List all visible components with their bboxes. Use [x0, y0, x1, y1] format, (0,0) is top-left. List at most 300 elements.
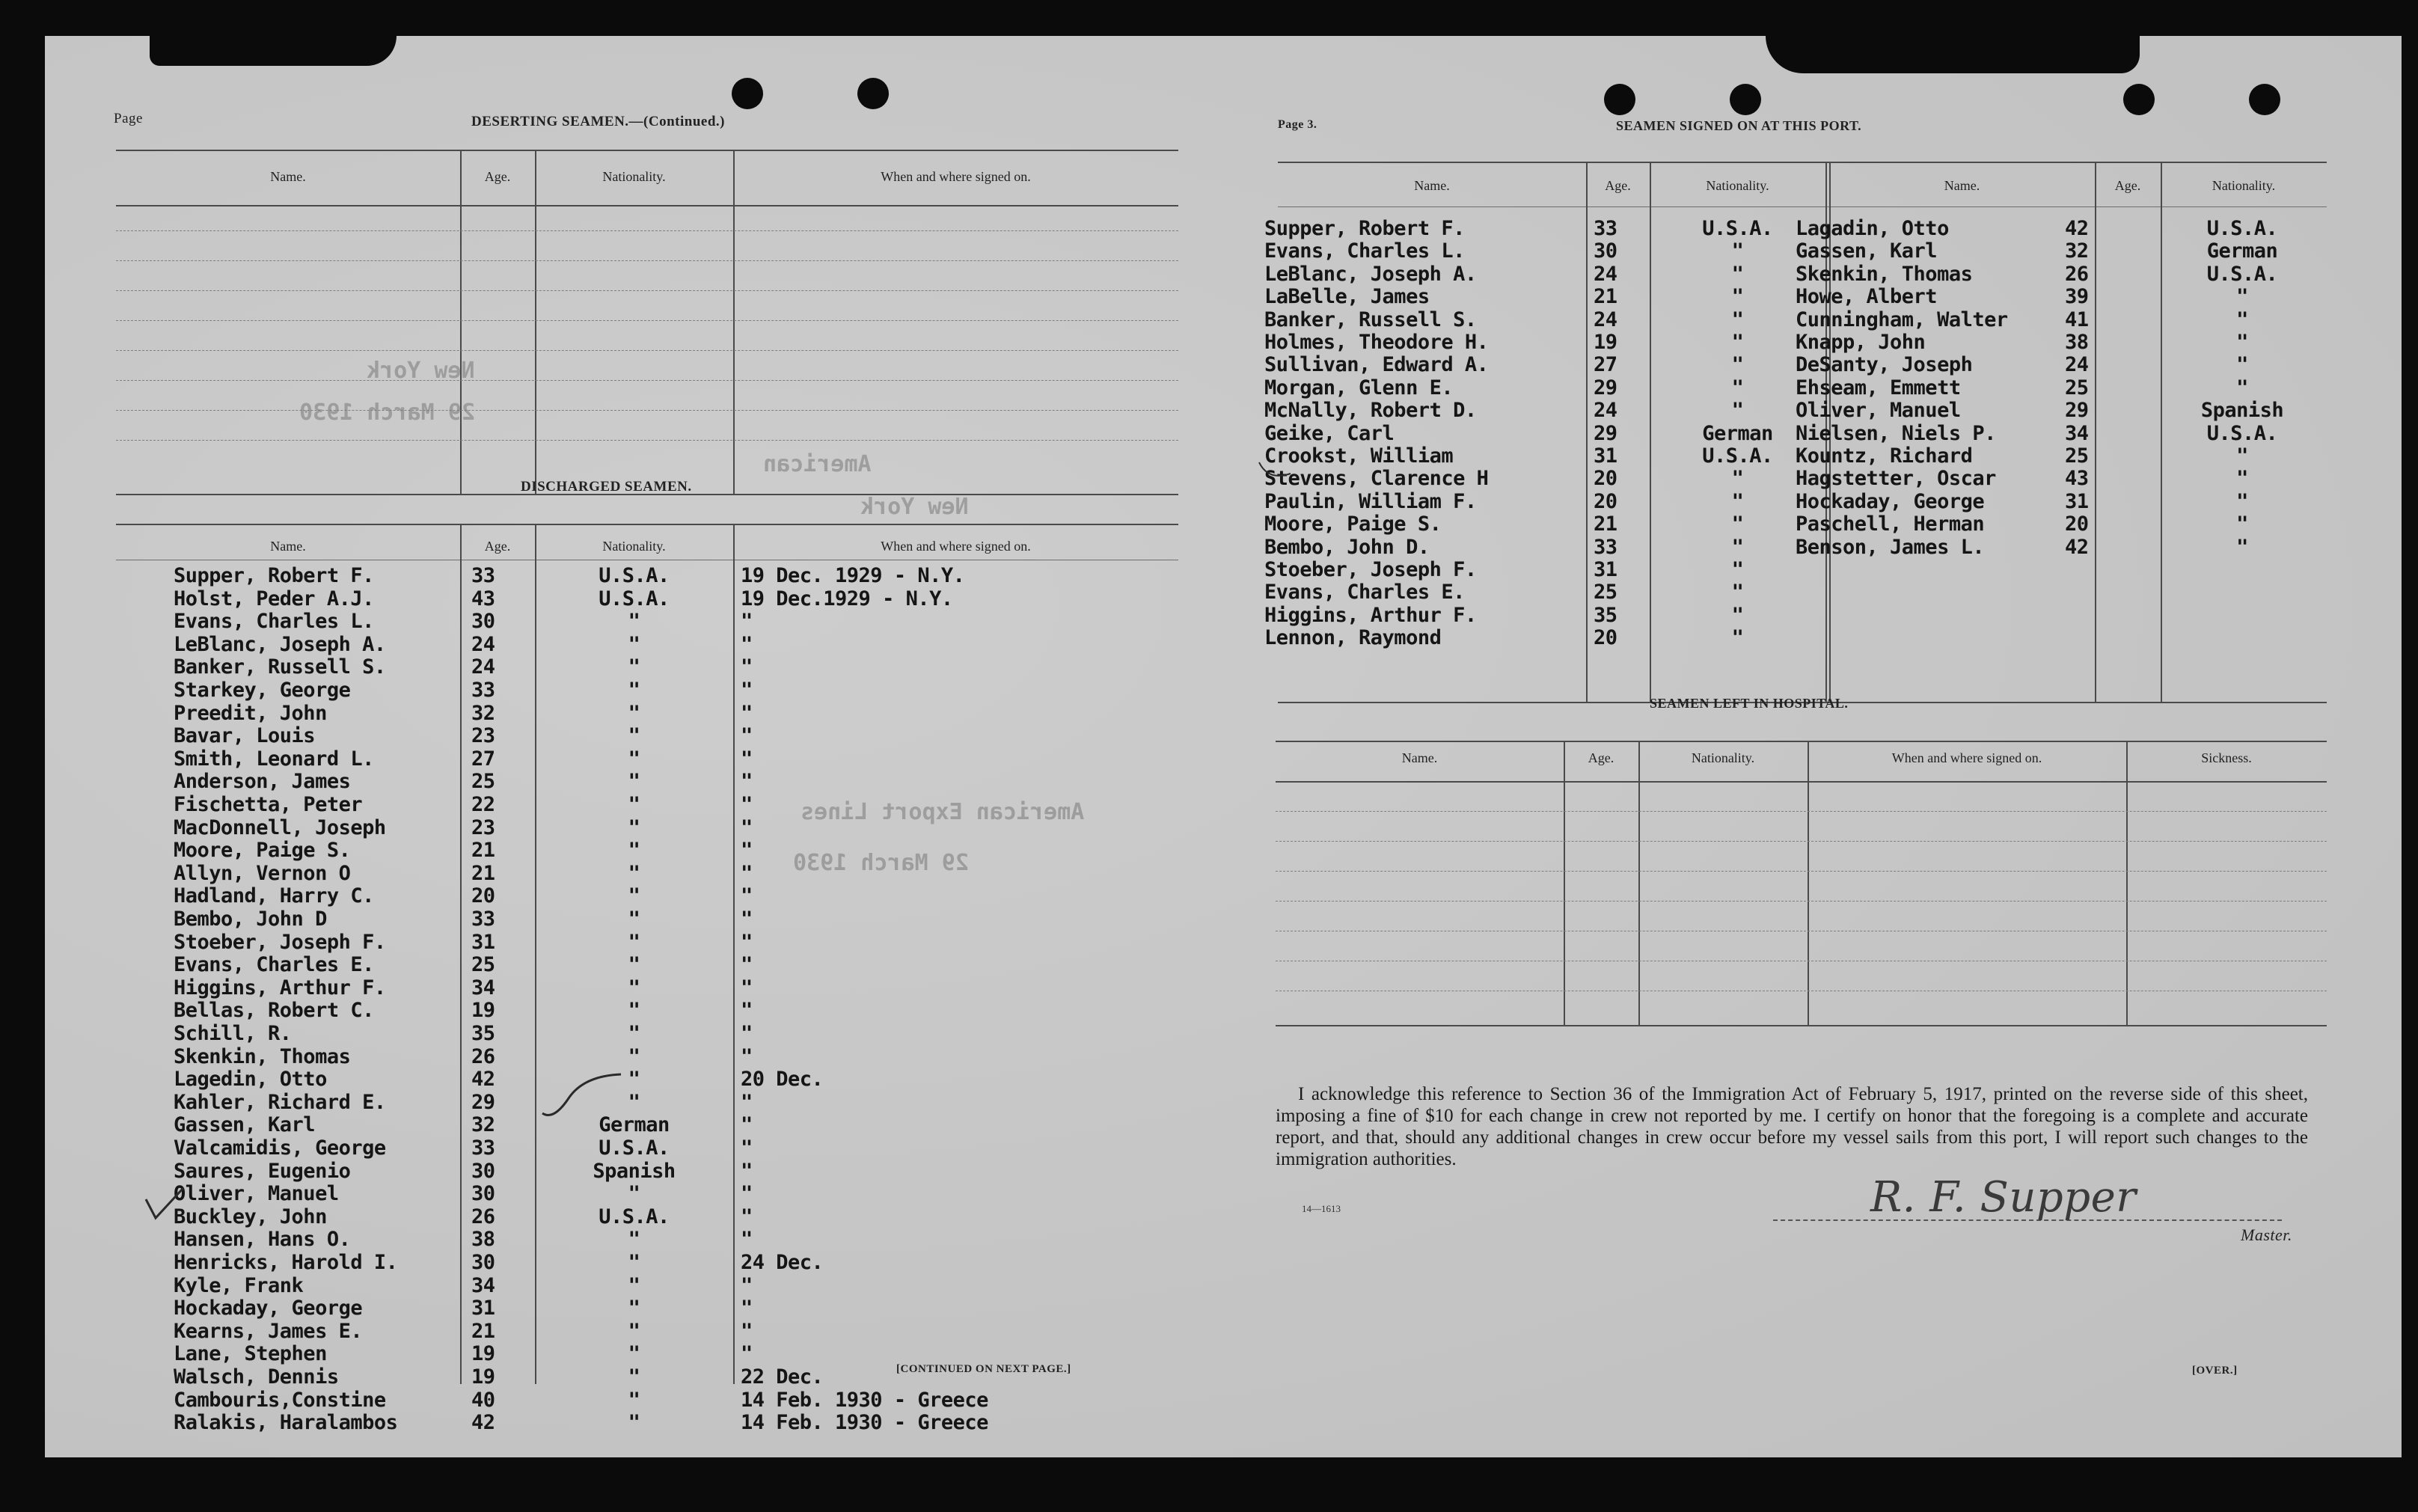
deserting-top-rule: [116, 150, 1178, 151]
cell-age: 26: [471, 1205, 495, 1228]
punch-hole-6: [2249, 84, 2280, 115]
cell-age: 27: [1594, 353, 1617, 377]
cell-age: 24: [471, 632, 495, 656]
hospital-line: [1276, 901, 2327, 902]
cell-age: 43: [2065, 467, 2089, 491]
cell-age: 32: [471, 701, 495, 725]
ghost-stamp-6: 29 March 1930: [793, 850, 969, 876]
cell-nationality: ": [1731, 626, 1744, 650]
cell-name: Howe, Albert: [1796, 285, 1938, 309]
cell-nationality: ": [628, 839, 640, 863]
cell-nationality: ": [2236, 285, 2248, 309]
torn-edge-left: [150, 36, 397, 66]
cell-nationality: ": [628, 884, 640, 908]
hospital-header-rule: [1276, 781, 2327, 783]
cell-age: 25: [471, 953, 495, 977]
cell-nationality: ": [628, 1228, 640, 1252]
cell-nationality: ": [628, 953, 640, 977]
cell-signed-on: ": [741, 679, 753, 702]
cell-nationality: ": [628, 1411, 640, 1435]
cell-signed-on: ": [741, 1182, 753, 1206]
cell-name: Kearns, James E.: [174, 1319, 363, 1343]
cell-signed-on: ": [741, 655, 753, 679]
over-label: [OVER.]: [2192, 1365, 2238, 1377]
cell-name: Hagstetter, Oscar: [1796, 467, 1996, 491]
cell-nationality: ": [628, 1044, 640, 1068]
cell-signed-on: ": [741, 1022, 753, 1045]
form-number: 14—1613: [1302, 1203, 1341, 1214]
hospital-col-rule-2: [1638, 741, 1640, 1025]
hospital-title: SEAMEN LEFT IN HOSPITAL.: [1650, 696, 1849, 711]
cell-name: LeBlanc, Joseph A.: [174, 632, 386, 656]
cell-name: Nielsen, Niels P.: [1796, 421, 1996, 445]
cell-age: 20: [1594, 467, 1617, 491]
cell-signed-on: ": [741, 907, 753, 931]
signed-on-top-rule: [1278, 162, 2327, 163]
cell-nationality: ": [2236, 353, 2248, 377]
cell-name: Oliver, Manuel: [174, 1182, 339, 1206]
cell-name: McNally, Robert D.: [1264, 399, 1477, 423]
cell-name: Bembo, John D: [174, 907, 327, 931]
hospital-header-nationality: Nationality.: [1691, 750, 1755, 765]
signed-header-name-b: Name.: [1944, 178, 1980, 193]
cell-nationality: ": [1731, 581, 1744, 605]
cell-name: Hockaday, George: [1796, 489, 1985, 513]
cell-age: 20: [2065, 512, 2089, 536]
cell-nationality: ": [628, 999, 640, 1023]
cell-name: Stoeber, Joseph F.: [174, 930, 386, 954]
discharged-top-rule: [116, 524, 1178, 525]
ghost-stamp-5: American Export Lines: [801, 799, 1085, 825]
cell-name: Knapp, John: [1796, 331, 1926, 354]
cell-age: 30: [471, 1159, 495, 1183]
cell-age: 29: [1594, 376, 1617, 400]
cell-age: 31: [2065, 489, 2089, 513]
cell-name: Crookst, William: [1264, 444, 1454, 468]
deserting-line: [116, 260, 1178, 261]
discharged-header-nationality: Nationality.: [602, 539, 666, 554]
cell-age: 19: [1594, 331, 1617, 354]
cell-name: Anderson, James: [174, 770, 351, 794]
cell-age: 24: [1594, 399, 1617, 423]
cell-signed-on: 19 Dec. 1929 - N.Y.: [741, 564, 965, 587]
cell-age: 25: [1594, 581, 1617, 605]
cell-name: Morgan, Glenn E.: [1264, 376, 1454, 400]
cell-age: 24: [1594, 307, 1617, 331]
cell-signed-on: ": [741, 1342, 753, 1366]
cell-name: Higgins, Arthur F.: [174, 976, 386, 1000]
cell-signed-on: ": [741, 1136, 753, 1160]
deserting-line: [116, 380, 1178, 381]
cell-signed-on: ": [741, 724, 753, 748]
deserting-line: [116, 440, 1178, 441]
cell-signed-on: 14 Feb. 1930 - Greece: [741, 1388, 988, 1412]
cell-nationality: ": [628, 1365, 640, 1389]
cell-name: Gassen, Karl: [1796, 239, 1938, 263]
cell-nationality: ": [1731, 535, 1744, 559]
cell-name: Moore, Paige S.: [174, 839, 351, 863]
cell-nationality: German: [599, 1113, 670, 1137]
cell-name: Evans, Charles E.: [174, 953, 374, 977]
cell-age: 30: [471, 1251, 495, 1274]
discharged-header-signed-on: When and where signed on.: [881, 539, 1031, 554]
cell-age: 38: [2065, 331, 2089, 354]
cell-age: 23: [471, 815, 495, 839]
check-mark-2: [142, 1184, 187, 1222]
cell-signed-on: ": [741, 1159, 753, 1183]
cell-age: 20: [471, 884, 495, 908]
cell-name: Supper, Robert F.: [1264, 217, 1465, 240]
cell-nationality: U.S.A.: [599, 564, 670, 587]
punch-hole-1: [732, 78, 763, 109]
cell-age: 24: [471, 655, 495, 679]
deserting-line: [116, 410, 1178, 411]
cell-age: 30: [471, 1182, 495, 1206]
cell-age: 20: [1594, 489, 1617, 513]
deserting-col-rule-1: [460, 150, 462, 494]
cell-nationality: Spanish: [593, 1159, 676, 1183]
check-mark-3: [1257, 455, 1294, 485]
cell-nationality: U.S.A.: [599, 1205, 670, 1228]
cell-name: Evans, Charles L.: [174, 610, 374, 634]
cell-signed-on: ": [741, 610, 753, 634]
signed-header-age-b: Age.: [2114, 178, 2141, 193]
cell-nationality: ": [628, 1388, 640, 1412]
cell-nationality: ": [628, 679, 640, 702]
hospital-header-age: Age.: [1588, 750, 1614, 765]
cell-name: Paschell, Herman: [1796, 512, 1985, 536]
cell-name: Lagadin, Otto: [1796, 217, 1949, 240]
cell-nationality: ": [1731, 489, 1744, 513]
cell-name: Lagedin, Otto: [174, 1068, 327, 1092]
cell-name: Kahler, Richard E.: [174, 1090, 386, 1114]
cell-nationality: ": [2236, 489, 2248, 513]
cell-signed-on: ": [741, 930, 753, 954]
cell-name: Benson, James L.: [1796, 535, 1985, 559]
cell-name: Preedit, John: [174, 701, 327, 725]
cell-name: Hansen, Hans O.: [174, 1228, 351, 1252]
cell-age: 26: [2065, 262, 2089, 286]
cell-age: 21: [471, 1319, 495, 1343]
cell-age: 39: [2065, 285, 2089, 309]
cell-nationality: ": [628, 632, 640, 656]
cell-signed-on: ": [741, 1319, 753, 1343]
cell-signed-on: ": [741, 999, 753, 1023]
deserting-header-nationality: Nationality.: [602, 169, 666, 184]
hospital-top-rule: [1276, 741, 2327, 742]
cell-nationality: ": [628, 930, 640, 954]
cell-name: Bavar, Louis: [174, 724, 316, 748]
cell-name: Evans, Charles L.: [1264, 239, 1465, 263]
cell-age: 24: [1594, 262, 1617, 286]
signed-header-age-a: Age.: [1605, 178, 1631, 193]
deserting-line: [116, 290, 1178, 291]
check-mark-1: [539, 1068, 628, 1121]
cell-age: 22: [471, 793, 495, 816]
cell-age: 20: [1594, 626, 1617, 650]
cell-nationality: ": [1731, 603, 1744, 627]
cell-signed-on: ": [741, 1113, 753, 1137]
cell-age: 19: [471, 999, 495, 1023]
cell-signed-on: ": [741, 1205, 753, 1228]
cell-nationality: ": [1731, 399, 1744, 423]
cell-age: 33: [1594, 535, 1617, 559]
cell-name: Saures, Eugenio: [174, 1159, 351, 1183]
cell-age: 21: [471, 839, 495, 863]
cell-nationality: U.S.A.: [2206, 217, 2278, 240]
cell-signed-on: ": [741, 1044, 753, 1068]
cell-name: LeBlanc, Joseph A.: [1264, 262, 1477, 286]
cell-name: DeSanty, Joseph: [1796, 353, 1973, 377]
deserting-header-name: Name.: [270, 169, 306, 184]
punch-hole-2: [857, 78, 889, 109]
cell-name: Ehseam, Emmett: [1796, 376, 1961, 400]
hospital-col-rule-3: [1808, 741, 1809, 1025]
cell-signed-on: ": [741, 747, 753, 771]
cell-age: 34: [471, 1273, 495, 1297]
document-sheet: [45, 36, 2402, 1457]
cell-signed-on: ": [741, 793, 753, 816]
cell-signed-on: ": [741, 839, 753, 863]
cell-nationality: ": [2236, 376, 2248, 400]
cell-age: 21: [1594, 512, 1617, 536]
cell-age: 30: [471, 610, 495, 634]
cell-nationality: German: [1702, 421, 1773, 445]
cell-age: 25: [471, 770, 495, 794]
cell-name: Stevens, Clarence H: [1264, 467, 1489, 491]
cell-nationality: U.S.A.: [2206, 421, 2278, 445]
cell-age: 40: [471, 1388, 495, 1412]
cell-name: Banker, Russell S.: [174, 655, 386, 679]
cell-nationality: ": [1731, 331, 1744, 354]
deserting-line: [116, 350, 1178, 351]
cell-age: 42: [471, 1068, 495, 1092]
cell-name: Banker, Russell S.: [1264, 307, 1477, 331]
ghost-stamp-1: New York: [367, 358, 475, 384]
deserting-line: [116, 320, 1178, 321]
cell-signed-on: ": [741, 976, 753, 1000]
signed-col-rule-1: [1586, 162, 1588, 702]
cell-signed-on: ": [741, 861, 753, 885]
cell-signed-on: 22 Dec.: [741, 1365, 824, 1389]
signed-header-nationality-a: Nationality.: [1706, 178, 1769, 193]
discharged-title: DISCHARGED SEAMEN.: [521, 479, 692, 495]
cell-name: Skenkin, Thomas: [174, 1044, 351, 1068]
master-label: Master.: [2241, 1225, 2292, 1244]
ghost-stamp-2: 29 March 1930: [299, 400, 475, 426]
signed-col-rule-6: [2161, 162, 2162, 702]
cell-name: Kountz, Richard: [1796, 444, 1973, 468]
punch-hole-5: [2123, 84, 2155, 115]
deserting-title: DESERTING SEAMEN.—(Continued.): [471, 114, 725, 129]
cell-name: Gassen, Karl: [174, 1113, 316, 1137]
hospital-line: [1276, 871, 2327, 872]
cell-age: 41: [2065, 307, 2089, 331]
cell-age: 43: [471, 587, 495, 610]
cell-nationality: ": [628, 815, 640, 839]
cell-nationality: ": [628, 1251, 640, 1274]
cell-nationality: ": [2236, 512, 2248, 536]
deserting-header-signed-on: When and where signed on.: [881, 169, 1031, 184]
cell-age: 21: [471, 861, 495, 885]
hospital-header-signed-on: When and where signed on.: [1891, 750, 2042, 765]
cell-name: Holmes, Theodore H.: [1264, 331, 1489, 354]
cell-nationality: ": [2236, 444, 2248, 468]
cell-nationality: ": [1731, 512, 1744, 536]
signed-col-rule-2: [1650, 162, 1651, 702]
cell-name: Kyle, Frank: [174, 1273, 304, 1297]
cell-nationality: ": [628, 1342, 640, 1366]
cell-age: 27: [471, 747, 495, 771]
cell-age: 34: [471, 976, 495, 1000]
cell-name: Hockaday, George: [174, 1297, 363, 1320]
signed-header-nationality-b: Nationality.: [2212, 178, 2276, 193]
cell-age: 35: [471, 1022, 495, 1045]
cell-nationality: ": [1731, 467, 1744, 491]
cell-nationality: Spanish: [2200, 399, 2284, 423]
cell-name: LaBelle, James: [1264, 285, 1430, 309]
cell-age: 19: [471, 1342, 495, 1366]
hospital-col-rule-4: [2126, 741, 2128, 1025]
cell-age: 19: [471, 1365, 495, 1389]
cell-name: Evans, Charles E.: [1264, 581, 1465, 605]
cell-age: 29: [1594, 421, 1617, 445]
cell-nationality: ": [1731, 353, 1744, 377]
cell-nationality: ": [2236, 467, 2248, 491]
deserting-header-rule: [116, 205, 1178, 206]
cell-name: Henricks, Harold I.: [174, 1251, 398, 1274]
cell-nationality: ": [2236, 307, 2248, 331]
cell-name: Lane, Stephen: [174, 1342, 327, 1366]
cell-name: Moore, Paige S.: [1264, 512, 1442, 536]
cell-name: Bembo, John D.: [1264, 535, 1430, 559]
cell-age: 24: [2065, 353, 2089, 377]
cell-age: 31: [1594, 558, 1617, 581]
discharged-col-rule-2: [535, 524, 536, 1384]
ghost-stamp-3: American: [763, 451, 872, 477]
signature: R. F. Supper: [1870, 1173, 2137, 1222]
cell-age: 34: [2065, 421, 2089, 445]
cell-age: 33: [1594, 217, 1617, 240]
cell-name: Geike, Carl: [1264, 421, 1395, 445]
discharged-col-rule-1: [460, 524, 462, 1384]
cell-age: 38: [471, 1228, 495, 1252]
cell-name: Bellas, Robert C.: [174, 999, 374, 1023]
deserting-line: [116, 230, 1178, 231]
cell-name: Stoeber, Joseph F.: [1264, 558, 1477, 581]
cell-nationality: ": [628, 1022, 640, 1045]
cell-age: 21: [1594, 285, 1617, 309]
cell-signed-on: 19 Dec.1929 - N.Y.: [741, 587, 953, 610]
deserting-header-age: Age.: [484, 169, 511, 184]
cell-age: 29: [2065, 399, 2089, 423]
signed-header-rule: [1278, 206, 2327, 207]
cell-age: 29: [471, 1090, 495, 1114]
cell-signed-on: 24 Dec.: [741, 1251, 824, 1274]
cell-nationality: ": [628, 701, 640, 725]
cell-name: Allyn, Vernon O: [174, 861, 351, 885]
cell-nationality: ": [628, 610, 640, 634]
cell-name: Buckley, John: [174, 1205, 327, 1228]
cell-nationality: ": [628, 1297, 640, 1320]
left-page-label: Page: [114, 111, 143, 126]
signed-on-title: SEAMEN SIGNED ON AT THIS PORT.: [1616, 118, 1862, 133]
cell-age: 35: [1594, 603, 1617, 627]
deserting-col-rule-2: [535, 150, 536, 494]
deserting-col-rule-3: [733, 150, 735, 494]
cell-signed-on: 20 Dec.: [741, 1068, 824, 1092]
hospital-header-name: Name.: [1401, 750, 1438, 765]
cell-age: 42: [2065, 535, 2089, 559]
cell-nationality: ": [628, 655, 640, 679]
cell-signed-on: ": [741, 884, 753, 908]
cell-name: Holst, Peder A.J.: [174, 587, 374, 610]
cell-signed-on: ": [741, 953, 753, 977]
cell-nationality: ": [628, 793, 640, 816]
cell-age: 31: [471, 930, 495, 954]
cell-nationality: ": [1731, 285, 1744, 309]
cell-name: Walsch, Dennis: [174, 1365, 339, 1389]
cell-name: Supper, Robert F.: [174, 564, 374, 587]
cell-nationality: ": [628, 861, 640, 885]
cell-nationality: ": [1731, 239, 1744, 263]
cell-age: 30: [1594, 239, 1617, 263]
cell-nationality: ": [1731, 558, 1744, 581]
cell-nationality: ": [2236, 535, 2248, 559]
cell-signed-on: ": [741, 1228, 753, 1252]
cell-age: 25: [2065, 444, 2089, 468]
cell-nationality: ": [628, 1068, 640, 1092]
cell-nationality: ": [1731, 262, 1744, 286]
cell-signed-on: ": [741, 632, 753, 656]
continued-note: [CONTINUED ON NEXT PAGE.]: [896, 1363, 1071, 1375]
right-page-label: Page 3.: [1278, 118, 1317, 131]
cell-nationality: ": [1731, 376, 1744, 400]
cell-name: Sullivan, Edward A.: [1264, 353, 1489, 377]
cell-nationality: U.S.A.: [599, 1136, 670, 1160]
cell-name: Smith, Leonard L.: [174, 747, 374, 771]
hospital-header-sickness: Sickness.: [2201, 750, 2252, 765]
cell-nationality: U.S.A.: [599, 587, 670, 610]
discharged-header-age: Age.: [484, 539, 511, 554]
cell-name: Cunningham, Walter: [1796, 307, 2008, 331]
hospital-col-rule-1: [1564, 741, 1565, 1025]
punch-hole-4: [1730, 84, 1761, 115]
hospital-line: [1276, 841, 2327, 842]
discharged-header-name: Name.: [270, 539, 306, 554]
cell-name: Skenkin, Thomas: [1796, 262, 1973, 286]
cell-name: Fischetta, Peter: [174, 793, 363, 816]
cell-age: 31: [1594, 444, 1617, 468]
cell-age: 32: [471, 1113, 495, 1137]
cell-nationality: U.S.A.: [2206, 262, 2278, 286]
cell-age: 25: [2065, 376, 2089, 400]
ghost-stamp-4: New York: [860, 494, 969, 520]
cell-name: Ralakis, Haralambos: [174, 1411, 398, 1435]
cell-age: 33: [471, 1136, 495, 1160]
cell-age: 32: [2065, 239, 2089, 263]
cell-age: 31: [471, 1297, 495, 1320]
cell-nationality: ": [628, 770, 640, 794]
cell-nationality: U.S.A.: [1702, 444, 1773, 468]
cell-name: Oliver, Manuel: [1796, 399, 1961, 423]
cell-age: 33: [471, 679, 495, 702]
cell-age: 42: [471, 1411, 495, 1435]
cell-age: 42: [2065, 217, 2089, 240]
cell-name: Valcamidis, George: [174, 1136, 386, 1160]
cell-age: 33: [471, 907, 495, 931]
cell-nationality: ": [628, 1182, 640, 1206]
